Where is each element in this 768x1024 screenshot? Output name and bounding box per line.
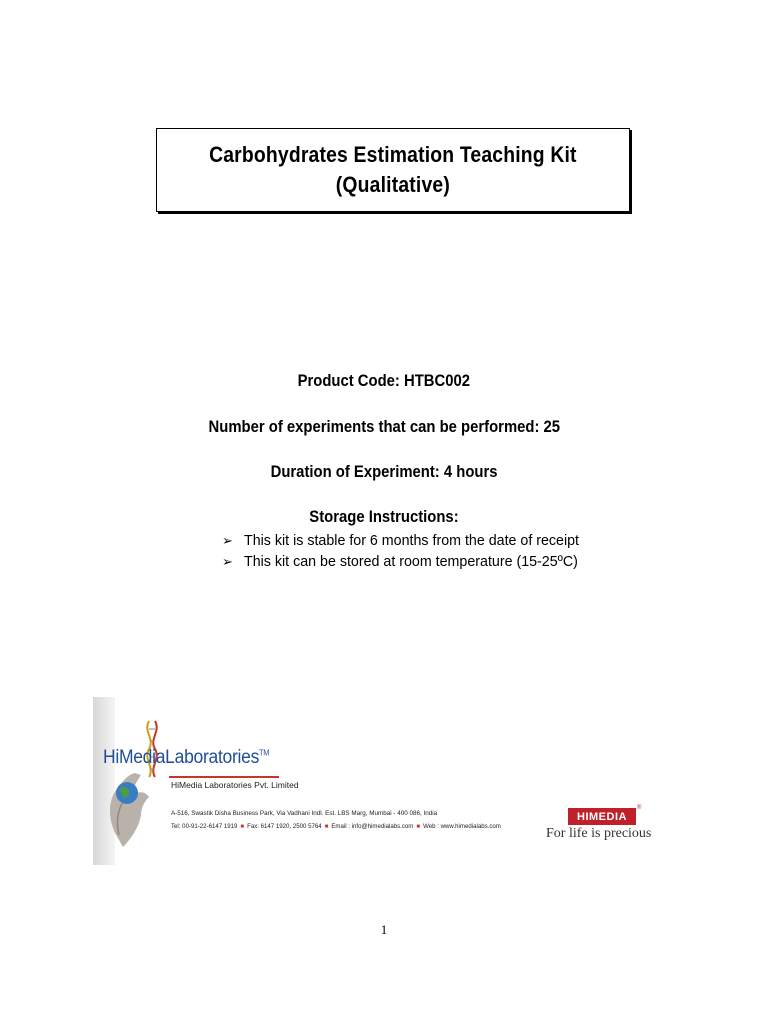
separator-icon: ■: [240, 823, 245, 830]
storage-list: [222, 530, 597, 572]
company-name: HiMedia Laboratories Pvt. Limited: [171, 780, 299, 790]
company-contact: Tel: 00-91-22-6147 1919 ■ Fax: 6147 1920, 2500 5764 ■ Email : info@himedialabs.com ■ Web : www.himedialabs.com: [171, 823, 501, 830]
storage-item: [222, 530, 597, 551]
arrow-bullet-icon: ➢: [222, 554, 233, 569]
title-box: [156, 128, 630, 212]
storage-item-text: This kit is stable for 6 months from the date of receipt: [244, 532, 580, 549]
hand-globe-icon: [97, 715, 167, 855]
registered-mark: ®: [637, 805, 642, 811]
product-code: Product Code: HTBC002: [297, 372, 471, 390]
himedia-banner: [93, 697, 503, 865]
storage-item-text: This kit can be stored at room temperature (15-25ºC): [244, 553, 578, 570]
title-line-1: Carbohydrates Estimation Teaching Kit: [209, 142, 577, 167]
arrow-bullet-icon: ➢: [222, 533, 233, 548]
separator-icon: ■: [416, 823, 421, 830]
experiment-duration: Duration of Experiment: 4 hours: [270, 463, 498, 481]
company-address: A-516, Swastik Disha Business Park, Via Vadhani Indl. Est. LBS Marg, Mumbai - 400 086, India: [171, 810, 438, 817]
brand-divider: [169, 776, 279, 778]
page-number: 1: [380, 922, 388, 937]
separator-icon: ■: [324, 823, 329, 830]
experiment-count: Number of experiments that can be performed: 25: [208, 418, 560, 436]
storage-heading: Storage Instructions:: [309, 508, 459, 526]
brand-wordmark: HiMediaLaboratories™: [103, 747, 270, 768]
himedia-logo-badge: HIMEDIA: [568, 808, 636, 825]
himedia-tagline: For life is precious: [546, 826, 652, 841]
title-line-2: (Qualitative): [335, 172, 451, 197]
storage-item: [222, 551, 597, 572]
